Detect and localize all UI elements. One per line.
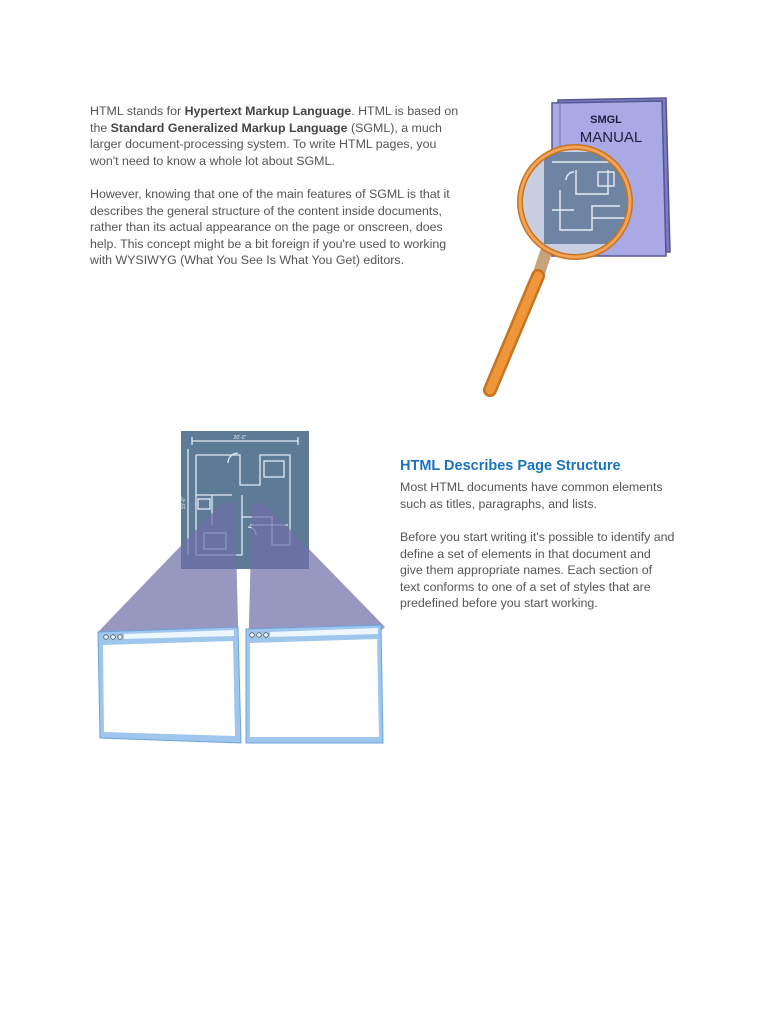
blueprint-dimension-side: 15'-0" bbox=[181, 496, 187, 510]
window-control-icon bbox=[111, 635, 116, 640]
intro-text: HTML stands for bbox=[90, 104, 185, 118]
section-paragraph-1: Most HTML documents have common elements such as titles, paragraphs, and lists. bbox=[400, 480, 663, 511]
intro-paragraph-2: However, knowing that one of the main features of SGML is that it describes the general structure of the content inside documents, rather than its actual appearance on the page or onscreen, does help. This concept might be a bit foreign if you're used to working with WYSIWYG (What You See Is What You Get) editors. bbox=[90, 187, 450, 268]
manual-title-line2: MANUAL bbox=[579, 129, 643, 146]
intro-text: (SGML), a much larger document-processing system. To write HTML pages, you won't need to know a whole lot about SGML. bbox=[90, 120, 442, 168]
window-control-icon bbox=[257, 633, 262, 638]
window-control-icon bbox=[118, 635, 123, 640]
section-paragraph-2: Before you start writing it's possible to identify and define a set of elements in that document and give them appropriate names. Each section of text conforms to one of a set of styles that are predefined before you start working. bbox=[400, 530, 675, 611]
term-sgml: Standard Generalized Markup Language bbox=[110, 120, 348, 135]
window-control-icon bbox=[250, 633, 255, 638]
term-hypertext-markup-language: Hypertext Markup Language bbox=[184, 104, 352, 118]
intro-text: . HTML is based on the bbox=[90, 104, 459, 135]
window-control-icon bbox=[104, 635, 109, 640]
manual-magnifier-illustration bbox=[480, 90, 680, 405]
magnifier-handle bbox=[490, 252, 546, 390]
window-control-icon bbox=[264, 633, 269, 638]
manual-title-line1: SMGL bbox=[590, 114, 622, 126]
intro-paragraph-1 bbox=[90, 103, 460, 169]
section-heading: HTML Describes Page Structure bbox=[400, 458, 621, 474]
browser-window-right bbox=[246, 625, 383, 743]
blueprint-dimension-top: 20'-0" bbox=[233, 435, 247, 441]
page-structure-illustration bbox=[92, 425, 402, 755]
browser-window-left bbox=[98, 627, 241, 743]
